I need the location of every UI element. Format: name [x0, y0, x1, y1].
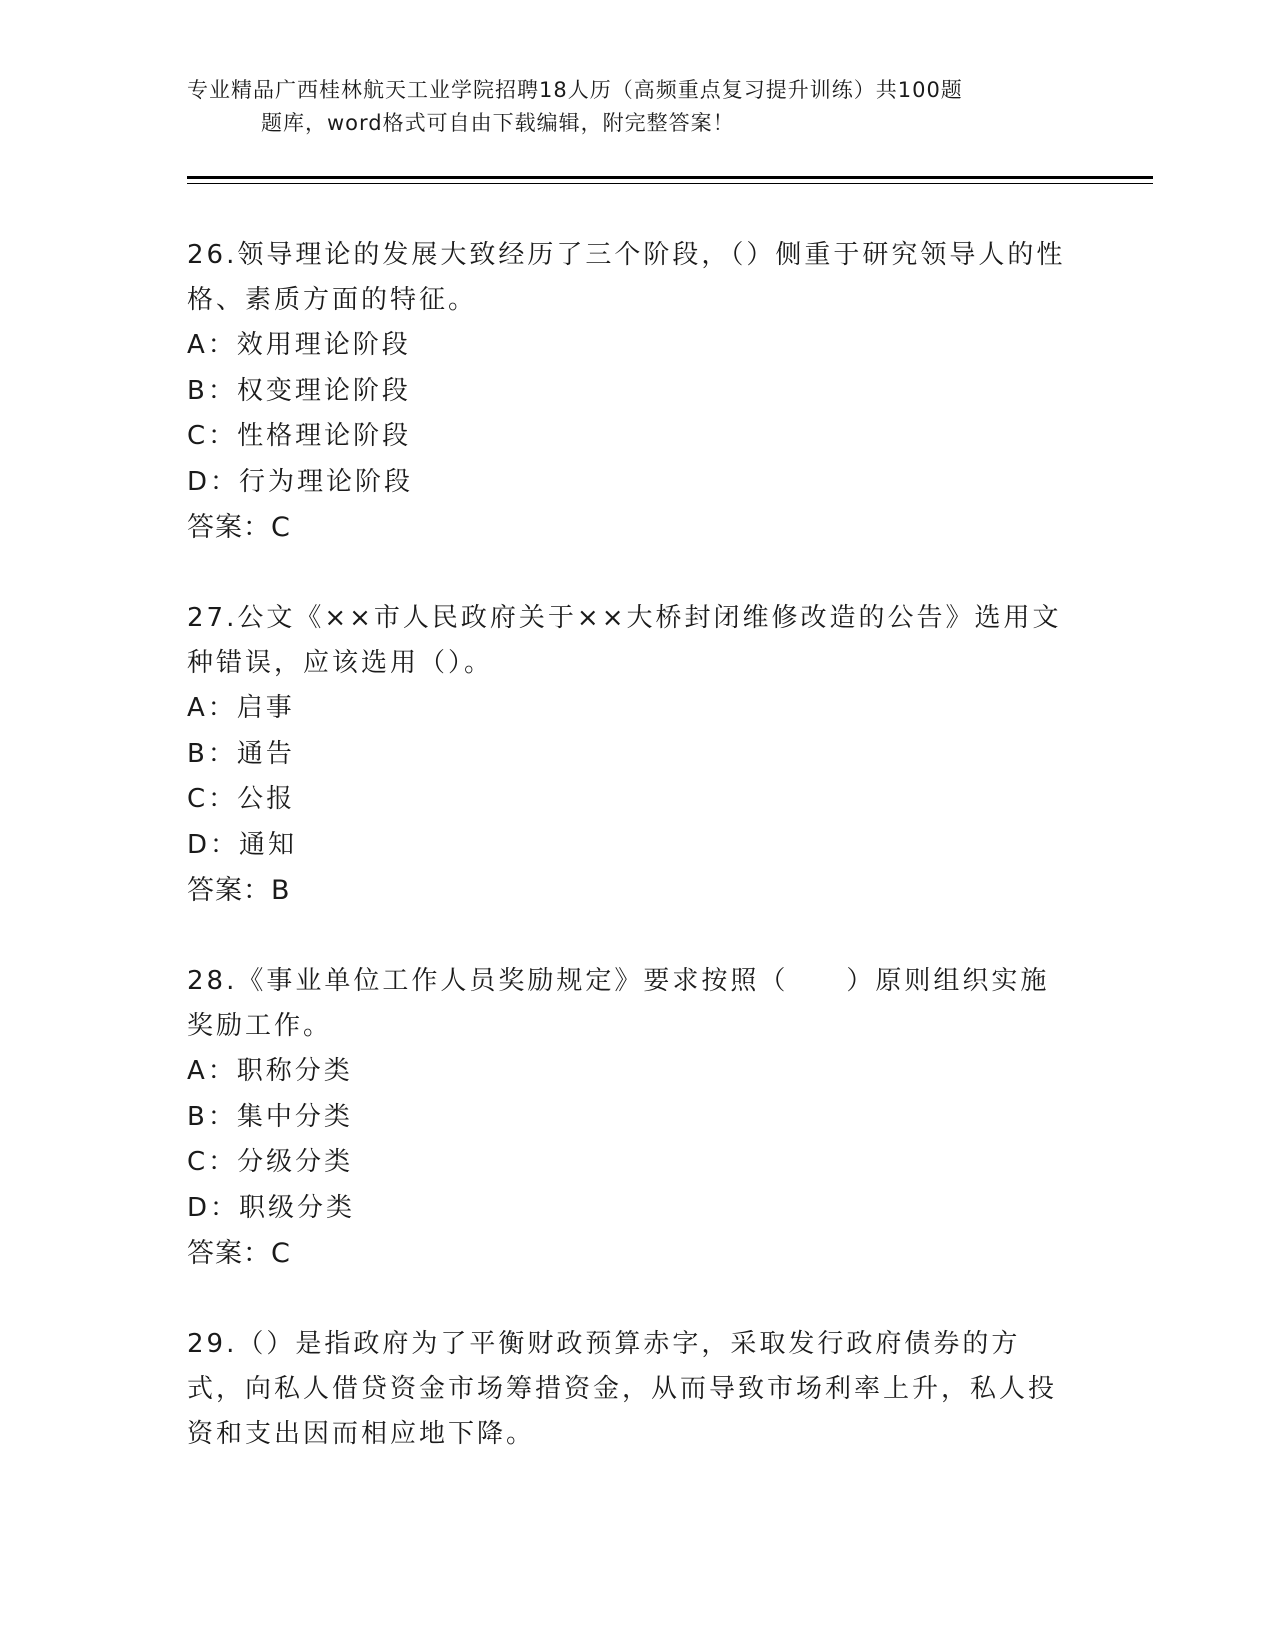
answer: 答案：C — [187, 512, 291, 543]
option-d: D：职级分类 — [187, 1192, 356, 1223]
question-29 — [187, 1322, 1077, 1457]
option-d: D：通知 — [187, 829, 298, 860]
header-title-line-1: 专业精品广西桂林航天工业学院招聘18人历（高频重点复习提升训练）共100题 — [187, 78, 963, 102]
question-27 — [187, 596, 1077, 914]
option-c: C：性格理论阶段 — [187, 421, 412, 451]
option-b: B：通告 — [187, 738, 295, 769]
document-header — [187, 74, 1077, 140]
question-28 — [187, 959, 1077, 1277]
answer: 答案：B — [187, 875, 291, 906]
question-text: 28.《事业单位工作人员奖励规定》要求按照（ ）原则组织实施奖励工作。 — [187, 966, 1050, 1041]
question-text: 29.（）是指政府为了平衡财政预算赤字，采取发行政府债券的方式，向私人借贷资金市场筹措资金，从而导致市场利率上升，私人投资和支出因而相应地下降。 — [187, 1329, 1058, 1449]
answer: 答案：C — [187, 1238, 291, 1269]
option-a: A：效用理论阶段 — [187, 330, 411, 360]
header-divider-thick — [187, 176, 1153, 179]
option-b: B：权变理论阶段 — [187, 375, 411, 406]
option-c: C：分级分类 — [187, 1147, 354, 1177]
question-text: 26.领导理论的发展大致经历了三个阶段，（）侧重于研究领导人的性格、素质方面的特征。 — [187, 240, 1066, 315]
header-divider-thin — [187, 183, 1153, 184]
question-text: 27.公文《××市人民政府关于××大桥封闭维修改造的公告》选用文种错误，应该选用（）。 — [187, 603, 1062, 678]
question-26 — [187, 233, 1077, 551]
question-list — [187, 233, 1077, 1502]
option-c: C：公报 — [187, 784, 296, 814]
option-a: A：启事 — [187, 693, 295, 723]
option-d: D：行为理论阶段 — [187, 466, 414, 497]
option-a: A：职称分类 — [187, 1056, 353, 1086]
option-b: B：集中分类 — [187, 1101, 353, 1132]
header-title-line-2: 题库，word格式可自由下载编辑，附完整答案！ — [261, 111, 735, 135]
